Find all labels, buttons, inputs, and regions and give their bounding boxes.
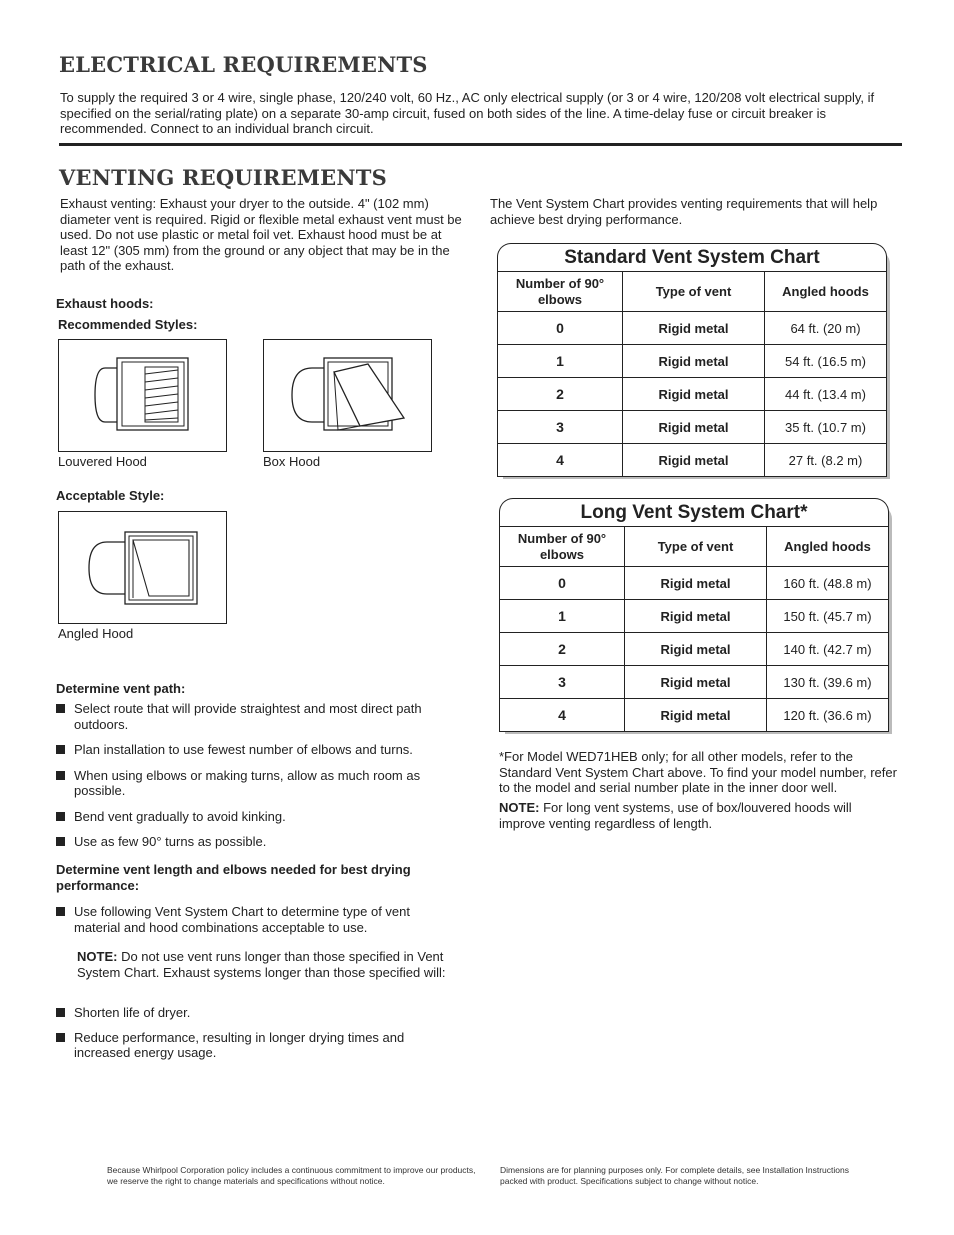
venting-intro: Exhaust venting: Exhaust your dryer to the outside. 4" (102 mm) diameter vent is required. Rigid or flexible metal exhaust vent must be used. Do not use plastic or metal foil vet. Exhaust hood must be at least 12" (305 mm) from the ground or any object that may be in the path of the exhaust. <box>60 196 462 273</box>
box-hood-icon <box>264 340 431 451</box>
louvered-hood-image <box>58 339 227 452</box>
header-elbows: Number of 90° elbows <box>500 527 625 567</box>
header-hoods: Angled hoods <box>767 527 889 567</box>
long-vent-chart <box>499 498 889 730</box>
cell-length: 130 ft. (39.6 m) <box>767 666 889 699</box>
cell-elbows: 4 <box>498 444 623 477</box>
recommended-styles-heading: Recommended Styles: <box>58 317 198 332</box>
standard-chart-title: Standard Vent System Chart <box>497 243 887 272</box>
box-hood-image <box>263 339 432 452</box>
table-row <box>498 444 887 477</box>
cell-type: Rigid metal <box>623 378 765 411</box>
list-item: When using elbows or making turns, allow as much room as possible. <box>56 768 456 799</box>
footer-left: Because Whirlpool Corporation policy includes a continuous commitment to improve our products, we reserve the right to change materials and specifications without notice. <box>107 1165 476 1186</box>
long-chart-title: Long Vent System Chart* <box>499 498 889 527</box>
list-item: Shorten life of dryer. <box>56 1005 456 1021</box>
table-row <box>500 600 889 633</box>
cell-length: 44 ft. (13.4 m) <box>765 378 887 411</box>
table-row <box>500 666 889 699</box>
list-item: Select route that will provide straightest and most direct path outdoors. <box>56 701 456 732</box>
box-hood-caption: Box Hood <box>263 454 321 469</box>
header-hoods: Angled hoods <box>765 272 887 312</box>
table-row <box>500 633 889 666</box>
cell-elbows: 3 <box>500 666 625 699</box>
list-item: Plan installation to use fewest number of elbows and turns. <box>56 742 456 758</box>
standard-vent-chart <box>497 243 887 475</box>
exhaust-hoods-heading: Exhaust hoods: <box>56 296 154 311</box>
cell-length: 64 ft. (20 m) <box>765 312 887 345</box>
cell-elbows: 0 <box>500 567 625 600</box>
vent-path-heading: Determine vent path: <box>56 681 186 696</box>
cell-type: Rigid metal <box>625 633 767 666</box>
cell-type: Rigid metal <box>623 345 765 378</box>
louvered-hood-icon <box>59 340 226 451</box>
cell-elbows: 2 <box>500 633 625 666</box>
chart-intro: The Vent System Chart provides venting requirements that will help achieve best drying performance. <box>490 196 878 227</box>
standard-chart-table <box>497 271 887 477</box>
header-type: Type of vent <box>623 272 765 312</box>
electrical-body: To supply the required 3 or 4 wire, single phase, 120/240 volt, 60 Hz., AC only electrical supply (or 3 or 4 wire, 120/208 volt electrical supply, if specified on the serial/rating plate) on a separate 30-amp circuit, fused on both sides of the line. A time-delay fuse or circuit breaker is recommended. Connect to an individual branch circuit. <box>60 90 875 136</box>
vent-length-heading: Determine vent length and elbows needed for best drying performance: <box>56 862 411 893</box>
vent-path-list <box>56 701 456 850</box>
header-elbows: Number of 90° elbows <box>498 272 623 312</box>
angled-hood-image <box>58 511 227 624</box>
cell-length: 150 ft. (45.7 m) <box>767 600 889 633</box>
consequences-list <box>56 1005 456 1061</box>
vent-length-list <box>56 904 456 935</box>
footer-right: Dimensions are for planning purposes only. For complete details, see Installation Instructions packed with product. Specifications subject to change without notice. <box>500 1165 849 1186</box>
angled-hood-icon <box>59 512 226 623</box>
cell-type: Rigid metal <box>625 600 767 633</box>
list-item: Bend vent gradually to avoid kinking. <box>56 809 456 825</box>
cell-elbows: 3 <box>498 411 623 444</box>
cell-elbows: 0 <box>498 312 623 345</box>
list-item: Reduce performance, resulting in longer drying times and increased energy usage. <box>56 1030 456 1061</box>
electrical-title: ELECTRICAL REQUIREMENTS <box>59 52 428 77</box>
list-item: Use as few 90° turns as possible. <box>56 834 456 850</box>
list-item: Use following Vent System Chart to determine type of vent material and hood combinations acceptable to use. <box>56 904 456 935</box>
cell-type: Rigid metal <box>625 567 767 600</box>
header-type: Type of vent <box>625 527 767 567</box>
acceptable-style-heading: Acceptable Style: <box>56 488 165 503</box>
table-row <box>498 312 887 345</box>
cell-length: 160 ft. (48.8 m) <box>767 567 889 600</box>
section-divider <box>59 143 902 146</box>
table-row <box>500 699 889 732</box>
table-row <box>498 378 887 411</box>
cell-length: 27 ft. (8.2 m) <box>765 444 887 477</box>
cell-length: 140 ft. (42.7 m) <box>767 633 889 666</box>
cell-elbows: 4 <box>500 699 625 732</box>
long-chart-table <box>499 526 889 732</box>
cell-type: Rigid metal <box>623 411 765 444</box>
cell-length: 54 ft. (16.5 m) <box>765 345 887 378</box>
table-row <box>498 411 887 444</box>
angled-hood-caption: Angled Hood <box>58 626 134 641</box>
louvered-hood-caption: Louvered Hood <box>58 454 147 469</box>
table-row <box>500 567 889 600</box>
cell-type: Rigid metal <box>623 312 765 345</box>
cell-length: 120 ft. (36.6 m) <box>767 699 889 732</box>
venting-title: VENTING REQUIREMENTS <box>59 165 387 190</box>
cell-elbows: 1 <box>498 345 623 378</box>
cell-type: Rigid metal <box>625 666 767 699</box>
cell-type: Rigid metal <box>623 444 765 477</box>
long-chart-footnote: *For Model WED71HEB only; for all other models, refer to the Standard Vent System Chart above. To find your model number, refer to the model and serial number plate in the inner door well. <box>499 749 897 795</box>
cell-length: 35 ft. (10.7 m) <box>765 411 887 444</box>
long-chart-note: NOTE: For long vent systems, use of box/louvered hoods will improve venting regardless of length. <box>499 800 852 831</box>
vent-length-note: NOTE: Do not use vent runs longer than those specified in Vent System Chart. Exhaust systems longer than those specified will: <box>77 949 446 980</box>
cell-elbows: 1 <box>500 600 625 633</box>
cell-type: Rigid metal <box>625 699 767 732</box>
cell-elbows: 2 <box>498 378 623 411</box>
table-row <box>498 345 887 378</box>
